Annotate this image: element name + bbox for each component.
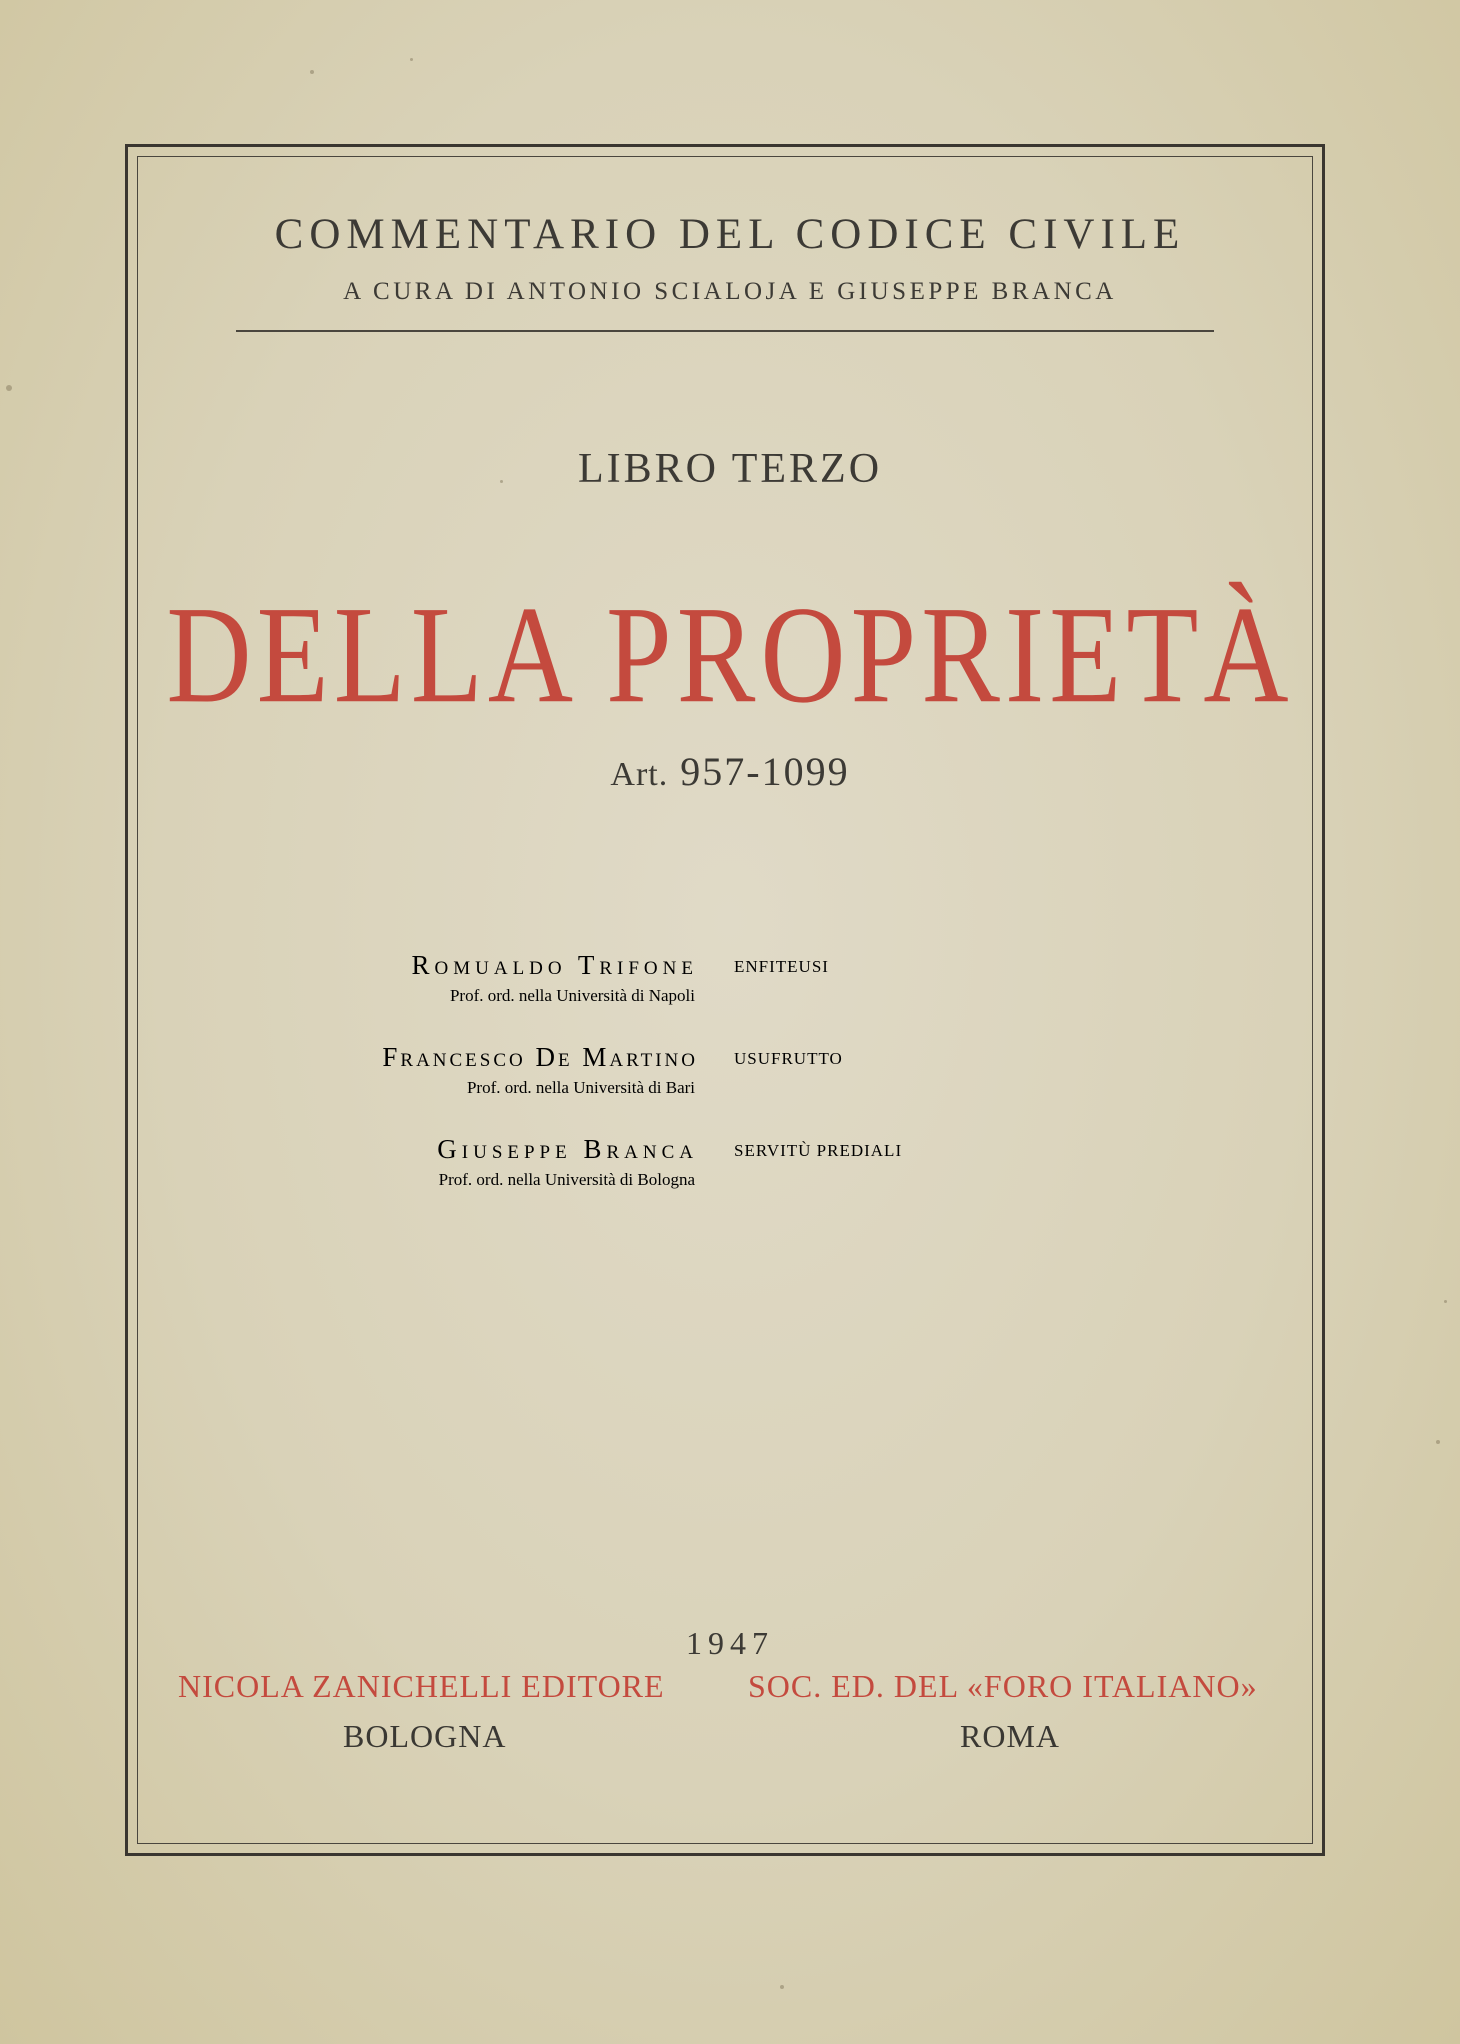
author-topic: SERVITÙ PREDIALI bbox=[734, 1141, 903, 1160]
author-topic: ENFITEUSI bbox=[734, 957, 829, 976]
author-name: Romualdo Trifone bbox=[411, 950, 698, 980]
author-affiliation: Prof. ord. nella Università di Napoli bbox=[449, 986, 695, 1005]
paper-speck bbox=[1444, 1300, 1447, 1303]
paper-speck bbox=[6, 385, 12, 391]
article-numbers: 957-1099 bbox=[680, 749, 850, 794]
author-name: Francesco De Martino bbox=[382, 1042, 698, 1072]
series-title: COMMENTARIO DEL CODICE CIVILE bbox=[274, 211, 1186, 258]
main-title: DELLA PROPRIETÀ bbox=[166, 577, 1294, 732]
publication-year: 1947 bbox=[686, 1625, 774, 1661]
article-prefix: Art. bbox=[610, 756, 669, 793]
divider-rule bbox=[236, 330, 1214, 332]
paper-speck bbox=[1436, 1440, 1440, 1444]
book-label: LIBRO TERZO bbox=[577, 446, 883, 492]
author-affiliation: Prof. ord. nella Università di Bari bbox=[466, 1078, 695, 1097]
paper-speck bbox=[780, 1985, 784, 1989]
author-name: Giuseppe Branca bbox=[437, 1134, 698, 1164]
publisher-name: NICOLA ZANICHELLI EDITORE bbox=[178, 1668, 665, 1704]
inner-border bbox=[137, 156, 1313, 1844]
paper-speck bbox=[410, 58, 413, 61]
publisher-city: BOLOGNA bbox=[343, 1718, 507, 1754]
article-range bbox=[0, 748, 1460, 795]
author-affiliation: Prof. ord. nella Università di Bologna bbox=[438, 1170, 695, 1189]
publisher-name: SOC. ED. DEL «FORO ITALIANO» bbox=[748, 1668, 1258, 1704]
publisher-city: ROMA bbox=[960, 1718, 1061, 1754]
author-topic: USUFRUTTO bbox=[734, 1049, 843, 1068]
series-editors: A CURA DI ANTONIO SCIALOJA E GIUSEPPE BRANCA bbox=[343, 278, 1117, 305]
paper-speck bbox=[310, 70, 314, 74]
